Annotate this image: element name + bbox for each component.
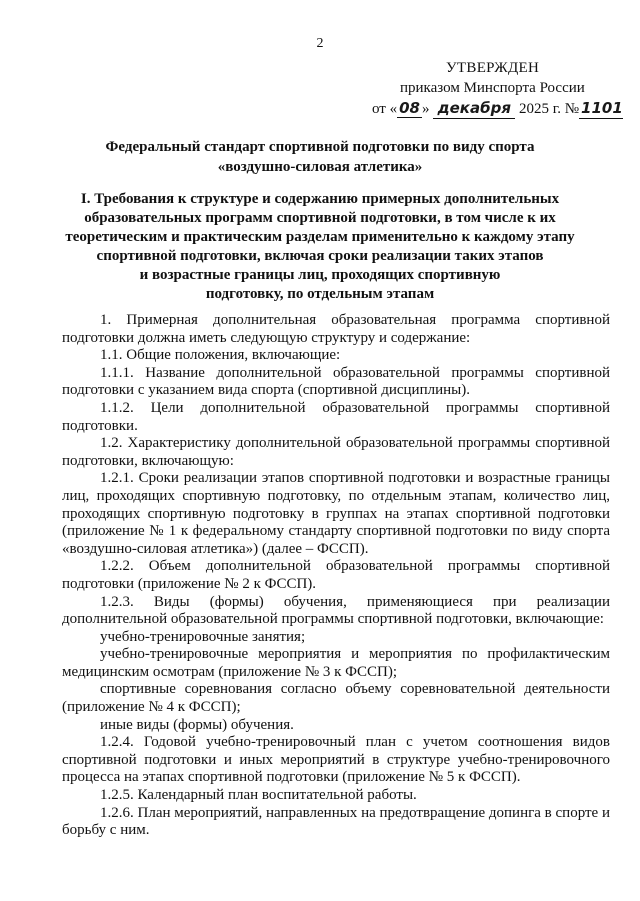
date-prefix: от « (372, 101, 398, 117)
section-title-line: теоретическим и практическим разделам применительно к каждому этапу (65, 229, 575, 245)
paragraph: 1.2. Характеристику дополнительной образовательной программы спортивной подготовки, включающую: (62, 435, 610, 469)
approval-date-line (372, 98, 622, 119)
page-number: 2 (316, 36, 324, 51)
paragraph: 1.2.2. Объем дополнительной образовательной программы спортивной подготовки (приложение № 2 к ФССП). (62, 558, 610, 592)
paragraph: 1.2.5. Календарный план воспитательной работы. (100, 787, 417, 804)
handwritten-month: декабря (433, 98, 515, 119)
approval-order: приказом Минспорта России (400, 80, 585, 96)
paragraph: 1.2.1. Сроки реализации этапов спортивной подготовки и возрастные границы лиц, проходящих спортивную подготовку, по отдельным этапам, количество лиц, проходящих спортивную подготовку в группах на этапах спортивной подготовки (приложение № 1 к федеральному стандарту спортивной подготовки по виду спорта «воздушно-силовая атлетика») (далее – ФССП). (62, 470, 610, 557)
standard-title-line: «воздушно-силовая атлетика» (217, 159, 423, 175)
paragraph: 1.2.3. Виды (формы) обучения, применяющиеся при реализации дополнительной образовательной программы спортивной подготовки, включающие: (62, 593, 610, 628)
section-title-line: и возрастные границы лиц, проходящих спортивную (139, 267, 501, 283)
paragraph: 1.2.6. План мероприятий, направленных на предотвращение допинга в спорте и борьбу с ним. (62, 804, 610, 839)
paragraph: иные виды (формы) обучения. (100, 716, 294, 733)
section-title-line: подготовку, по отдельным этапам (205, 286, 435, 302)
paragraph: учебно-тренировочные мероприятия и мероприятия по профилактическим медицинским осмотрам (приложение № 3 к ФССП); (62, 646, 610, 680)
standard-title (60, 137, 580, 177)
paragraph: 1.1. Общие положения, включающие: (100, 347, 341, 364)
section-title (56, 190, 584, 304)
paragraph: 1.1.2. Цели дополнительной образовательной программы спортивной подготовки. (62, 399, 610, 434)
paragraph: учебно-тренировочные занятия; (100, 628, 306, 645)
paragraph: спортивные соревнования согласно объему соревновательной деятельности (приложение № 4 к ФССП); (62, 681, 610, 716)
body-text (62, 312, 610, 840)
approval-title: УТВЕРЖДЕН (446, 60, 540, 76)
section-title-line: I. Требования к структуре и содержанию примерных дополнительных (80, 191, 560, 207)
date-year: 2025 г. № (518, 101, 580, 117)
paragraph: 1.2.4. Годовой учебно-тренировочный план с учетом соотношения видов спортивной подготовки и иных мероприятий в структуре учебно-тренировочного процесса на этапах спортивной подготовки (приложение № 5 к ФССП). (62, 734, 610, 786)
section-title-line: образовательных программ спортивной подготовки, в том числе к их (84, 210, 556, 226)
handwritten-day: 08 (399, 99, 420, 117)
standard-title-line: Федеральный стандарт спортивной подготовки по виду спорта (105, 139, 535, 155)
handwritten-order-number: 1101 (581, 99, 623, 117)
paragraph: 1.1.1. Название дополнительной образовательной программы спортивной подготовки с указанием вида спорта (спортивной дисциплины). (62, 364, 610, 399)
approval-block (372, 58, 622, 119)
paragraph: 1. Примерная дополнительная образовательная программа спортивной подготовки должна иметь следующую структуру и содержание: (62, 312, 610, 346)
section-title-line: спортивной подготовки, включая сроки реализации таких этапов (96, 248, 544, 264)
date-mid: » (421, 101, 430, 117)
